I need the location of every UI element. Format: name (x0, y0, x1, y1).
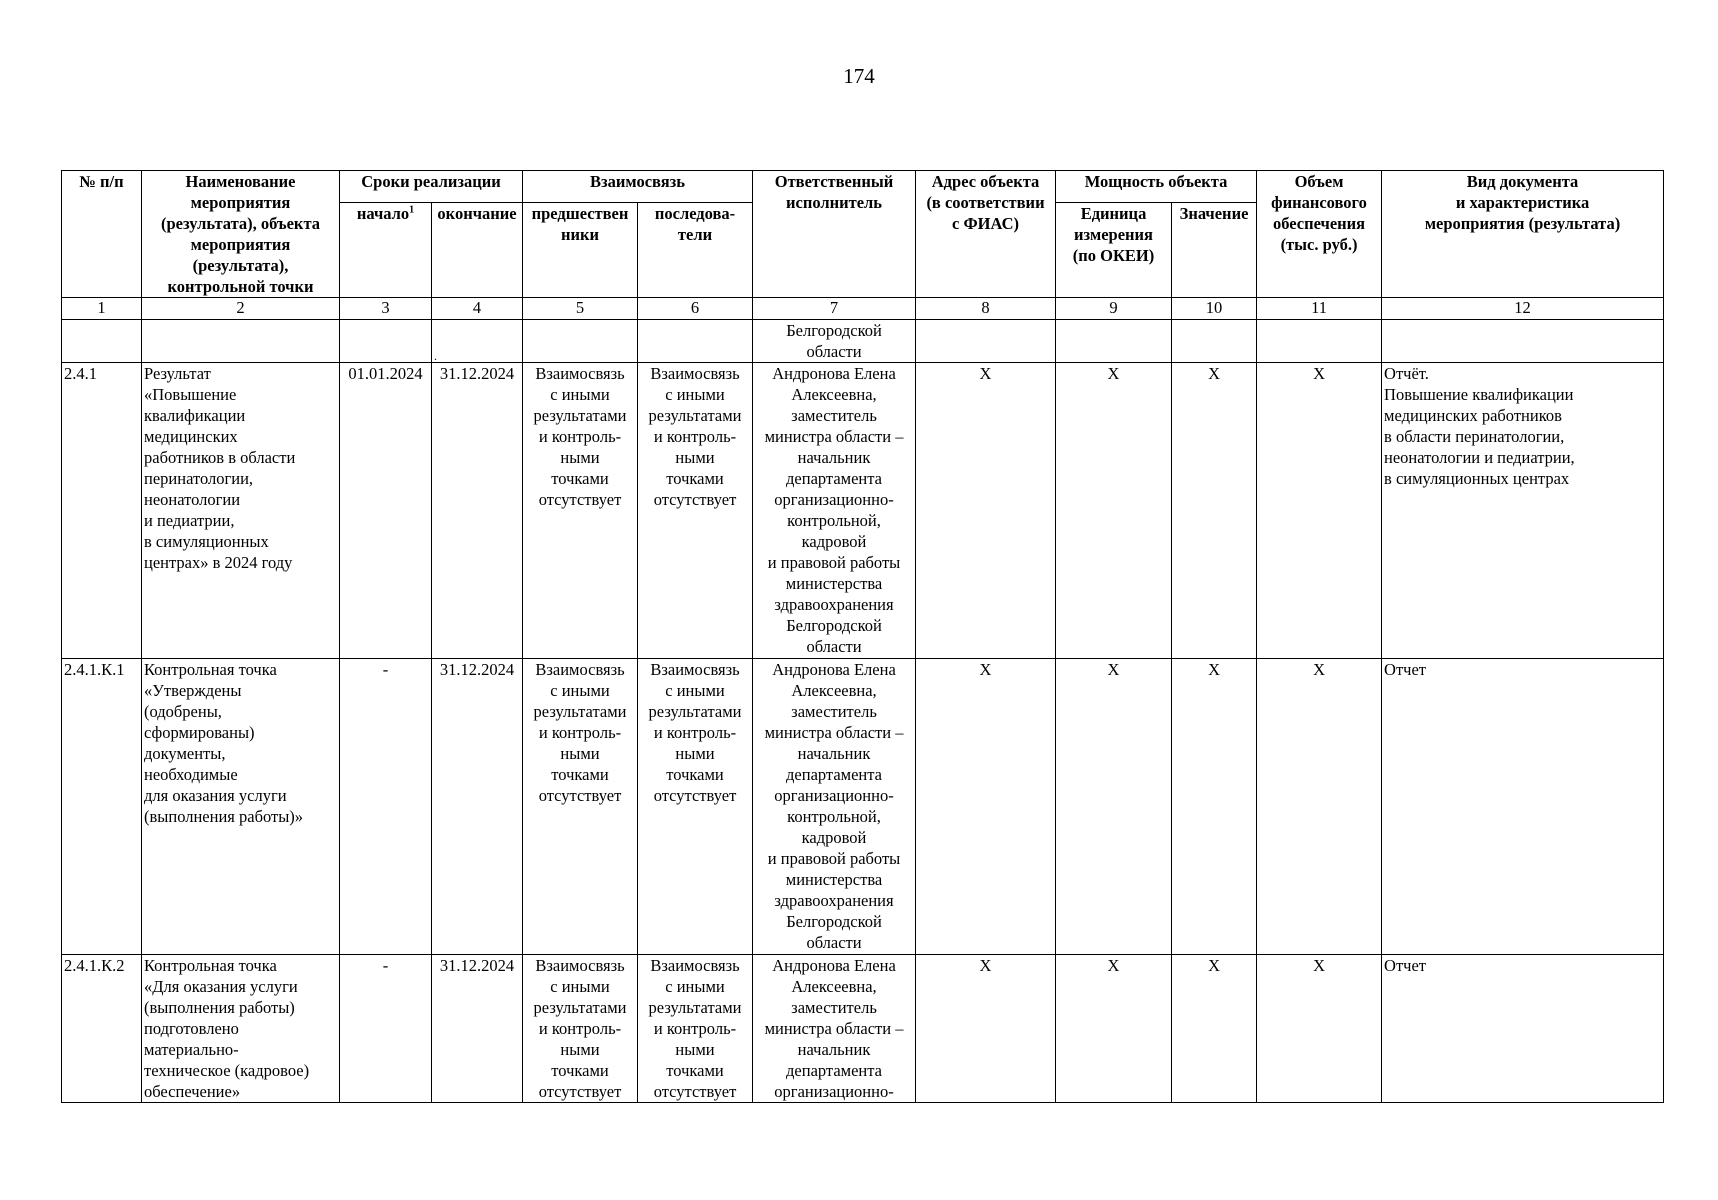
row-end: 31.12.2024 (432, 363, 523, 659)
row-successors: Взаимосвязь с иными результатами и контроль- ными точками отсутствует (638, 363, 753, 659)
row-financing: Х (1257, 363, 1382, 659)
row-value: Х (1172, 955, 1257, 1103)
header-capacity: Мощность объекта (1056, 171, 1257, 203)
table-row (62, 659, 1664, 955)
header-unit: Единица измерения (по ОКЕИ) (1056, 203, 1172, 298)
header-relation: Взаимосвязь (523, 171, 753, 203)
continuation-row (62, 320, 1664, 363)
row-address: Х (916, 363, 1056, 659)
header-start-footnote: 1 (409, 204, 415, 216)
row-financing: Х (1257, 955, 1382, 1103)
column-number: 4 (432, 298, 523, 320)
row-start: 01.01.2024 (340, 363, 432, 659)
row-name: Результат «Повышение квалификации медицинских работников в области перинатологии, неонатологии и педиатрии, в симуляционных центрах» в 2024 году (142, 363, 340, 659)
row-responsible: Андронова Елена Алексеевна, заместитель министра области – начальник департамента организационно- контрольной, кадровой и правовой работы министерства здравоохранения Белгородской области (753, 659, 916, 955)
empty-cell (523, 320, 638, 363)
row-start: - (340, 659, 432, 955)
row-value: Х (1172, 363, 1257, 659)
empty-cell (1257, 320, 1382, 363)
row-name: Контрольная точка «Утверждены (одобрены, сформированы) документы, необходимые для оказания услуги (выполнения работы)» (142, 659, 340, 955)
row-value: Х (1172, 659, 1257, 955)
row-unit: Х (1056, 363, 1172, 659)
header-value: Значение (1172, 203, 1257, 298)
header-timing: Сроки реализации (340, 171, 523, 203)
header-name: Наименование мероприятия (результата), объекта мероприятия (результата), контрольной точки (142, 171, 340, 298)
row-successors: Взаимосвязь с иными результатами и контроль- ными точками отсутствует (638, 659, 753, 955)
table-row (62, 955, 1664, 1103)
header-number: № п/п (62, 171, 142, 298)
header-document: Вид документа и характеристика мероприятия (результата) (1382, 171, 1664, 298)
row-name: Контрольная точка «Для оказания услуги (выполнения работы) подготовлено материально- техническое (кадровое) обеспечение» (142, 955, 340, 1103)
empty-cell (340, 320, 432, 363)
row-end: 31.12.2024 (432, 659, 523, 955)
row-start: - (340, 955, 432, 1103)
column-number: 12 (1382, 298, 1664, 320)
empty-cell (1382, 320, 1664, 363)
plan-table (61, 170, 1664, 1103)
row-document: Отчёт. Повышение квалификации медицинских работников в области перинатологии, неонатологии и педиатрии, в симуляционных центрах (1382, 363, 1664, 659)
column-number: 10 (1172, 298, 1257, 320)
row-id: 2.4.1.К.2 (62, 955, 142, 1103)
row-id: 2.4.1 (62, 363, 142, 659)
header-row-1 (62, 171, 1664, 203)
column-number: 7 (753, 298, 916, 320)
header-start (340, 203, 432, 298)
row-successors: Взаимосвязь с иными результатами и контроль- ными точками отсутствует (638, 955, 753, 1103)
row-unit: Х (1056, 955, 1172, 1103)
column-number: 1 (62, 298, 142, 320)
header-predecessors: предшествен ники (523, 203, 638, 298)
header-start-label: начало (356, 204, 410, 224)
column-number: 6 (638, 298, 753, 320)
row-document: Отчет (1382, 955, 1664, 1103)
row-financing: Х (1257, 659, 1382, 955)
continuation-mark: . (432, 320, 523, 363)
header-successors: последова- тели (638, 203, 753, 298)
row-address: Х (916, 955, 1056, 1103)
empty-cell (916, 320, 1056, 363)
responsible-cell: Белгородской области (753, 320, 916, 363)
empty-cell (1172, 320, 1257, 363)
column-number: 11 (1257, 298, 1382, 320)
empty-cell (1056, 320, 1172, 363)
header-address: Адрес объекта (в соответствии с ФИАС) (916, 171, 1056, 298)
empty-cell (142, 320, 340, 363)
column-number: 2 (142, 298, 340, 320)
table-row (62, 363, 1664, 659)
row-address: Х (916, 659, 1056, 955)
row-predecessors: Взаимосвязь с иными результатами и контроль- ными точками отсутствует (523, 659, 638, 955)
column-number: 5 (523, 298, 638, 320)
header-responsible: Ответственный исполнитель (753, 171, 916, 298)
row-responsible: Андронова Елена Алексеевна, заместитель министра области – начальник департамента организационно- (753, 955, 916, 1103)
column-number: 9 (1056, 298, 1172, 320)
row-responsible: Андронова Елена Алексеевна, заместитель министра области – начальник департамента организационно- контрольной, кадровой и правовой работы министерства здравоохранения Белгородской области (753, 363, 916, 659)
row-predecessors: Взаимосвязь с иными результатами и контроль- ными точками отсутствует (523, 955, 638, 1103)
row-document: Отчет (1382, 659, 1664, 955)
page-number: 174 (843, 64, 875, 88)
column-number: 8 (916, 298, 1056, 320)
empty-cell (638, 320, 753, 363)
empty-cell (62, 320, 142, 363)
header-financing: Объем финансового обеспечения (тыс. руб.) (1257, 171, 1382, 298)
row-id: 2.4.1.К.1 (62, 659, 142, 955)
column-number: 3 (340, 298, 432, 320)
row-end: 31.12.2024 (432, 955, 523, 1103)
header-end: окончание (432, 203, 523, 298)
column-number-row (62, 298, 1664, 320)
row-predecessors: Взаимосвязь с иными результатами и контроль- ными точками отсутствует (523, 363, 638, 659)
row-unit: Х (1056, 659, 1172, 955)
